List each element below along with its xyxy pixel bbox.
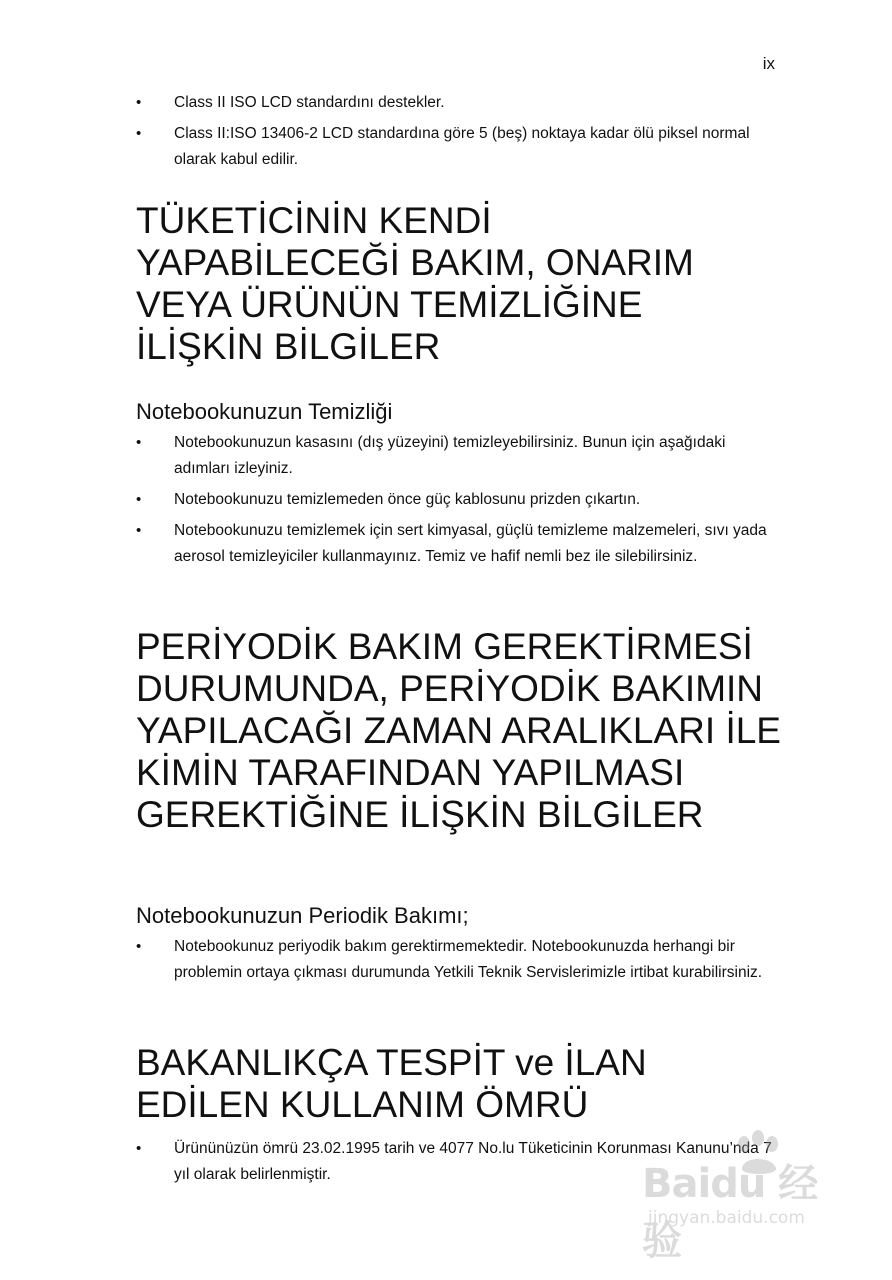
bullet-marker: • xyxy=(136,522,142,539)
list-item-text: Notebookunuzun kasasını (dış yüzeyini) temizleyebilirsiniz. Bunun için aşağıdaki adımları izleyiniz. xyxy=(174,434,726,477)
list-item xyxy=(136,430,776,482)
section-periodic xyxy=(136,902,786,930)
section-heading: BAKANLIKÇA TESPİT ve İLAN EDİLEN KULLANIM ÖMRÜ xyxy=(136,1042,647,1125)
list-item-text: Notebookunuzu temizlemeden önce güç kablosunu prizden çıkartın. xyxy=(174,491,641,508)
list-item xyxy=(136,518,776,570)
sub-heading: Notebookunuzun Temizliği xyxy=(136,399,393,424)
bullet-marker: • xyxy=(136,938,142,955)
list-item xyxy=(136,90,786,116)
bullet-marker: • xyxy=(136,125,142,142)
section-consumer-maintenance xyxy=(136,200,756,368)
intro-bullet-list xyxy=(136,90,786,178)
watermark-url: jingyan.baidu.com xyxy=(648,1208,805,1228)
cleaning-bullet-list xyxy=(136,430,776,575)
sub-heading: Notebookunuzun Periodik Bakımı; xyxy=(136,903,469,928)
list-item xyxy=(136,934,786,986)
list-item-text: Ürününüzün ömrü 23.02.1995 tarih ve 4077 No.lu Tüketicinin Korunması Kanunu’nda 7 yıl olarak belirlenmiştir. xyxy=(174,1140,772,1183)
bullet-marker: • xyxy=(136,94,142,111)
bullet-marker: • xyxy=(136,1140,142,1157)
watermark-logo-text: Baidu 经验 xyxy=(642,1161,818,1264)
bullet-marker: • xyxy=(136,434,142,451)
list-item xyxy=(136,121,786,173)
page-number: ix xyxy=(762,54,775,73)
section-heading: TÜKETİCİNİN KENDİ YAPABİLECEĞİ BAKIM, ONARIM VEYA ÜRÜNÜN TEMİZLİĞİNE İLİŞKİN BİLGİLER xyxy=(136,200,694,367)
list-item-text: Class II ISO LCD standardını destekler. xyxy=(174,94,445,111)
section-usage-life xyxy=(136,1042,736,1126)
section-periodic-maintenance xyxy=(136,626,786,836)
list-item xyxy=(136,487,776,513)
watermark xyxy=(642,1130,832,1264)
bullet-marker: • xyxy=(136,491,142,508)
list-item-text: Notebookunuzu temizlemek için sert kimyasal, güçlü temizleme malzemeleri, sıvı yada aerosol temizleyiciler kullanmayınız. Temiz ve hafif nemli bez ile silebilirsiniz. xyxy=(174,522,767,565)
periodic-bullet-list xyxy=(136,934,786,991)
list-item-text: Class II:ISO 13406-2 LCD standardına göre 5 (beş) noktaya kadar ölü piksel normal olarak kabul edilir. xyxy=(174,125,750,168)
section-cleaning xyxy=(136,398,786,426)
section-heading: PERİYODİK BAKIM GEREKTİRMESİ DURUMUNDA, PERİYODİK BAKIMIN YAPILACAĞI ZAMAN ARALIKLARI İLE KİMİN TARAFINDAN YAPILMASI GEREKTİĞİNE İLİŞKİN BİLGİLER xyxy=(136,626,781,835)
list-item-text: Notebookunuz periyodik bakım gerektirmemektedir. Notebookunuzda herhangi bir problemin ortaya çıkması durumunda Yetkili Teknik Servislerimizle irtibat kurabilirsiniz. xyxy=(174,938,763,981)
